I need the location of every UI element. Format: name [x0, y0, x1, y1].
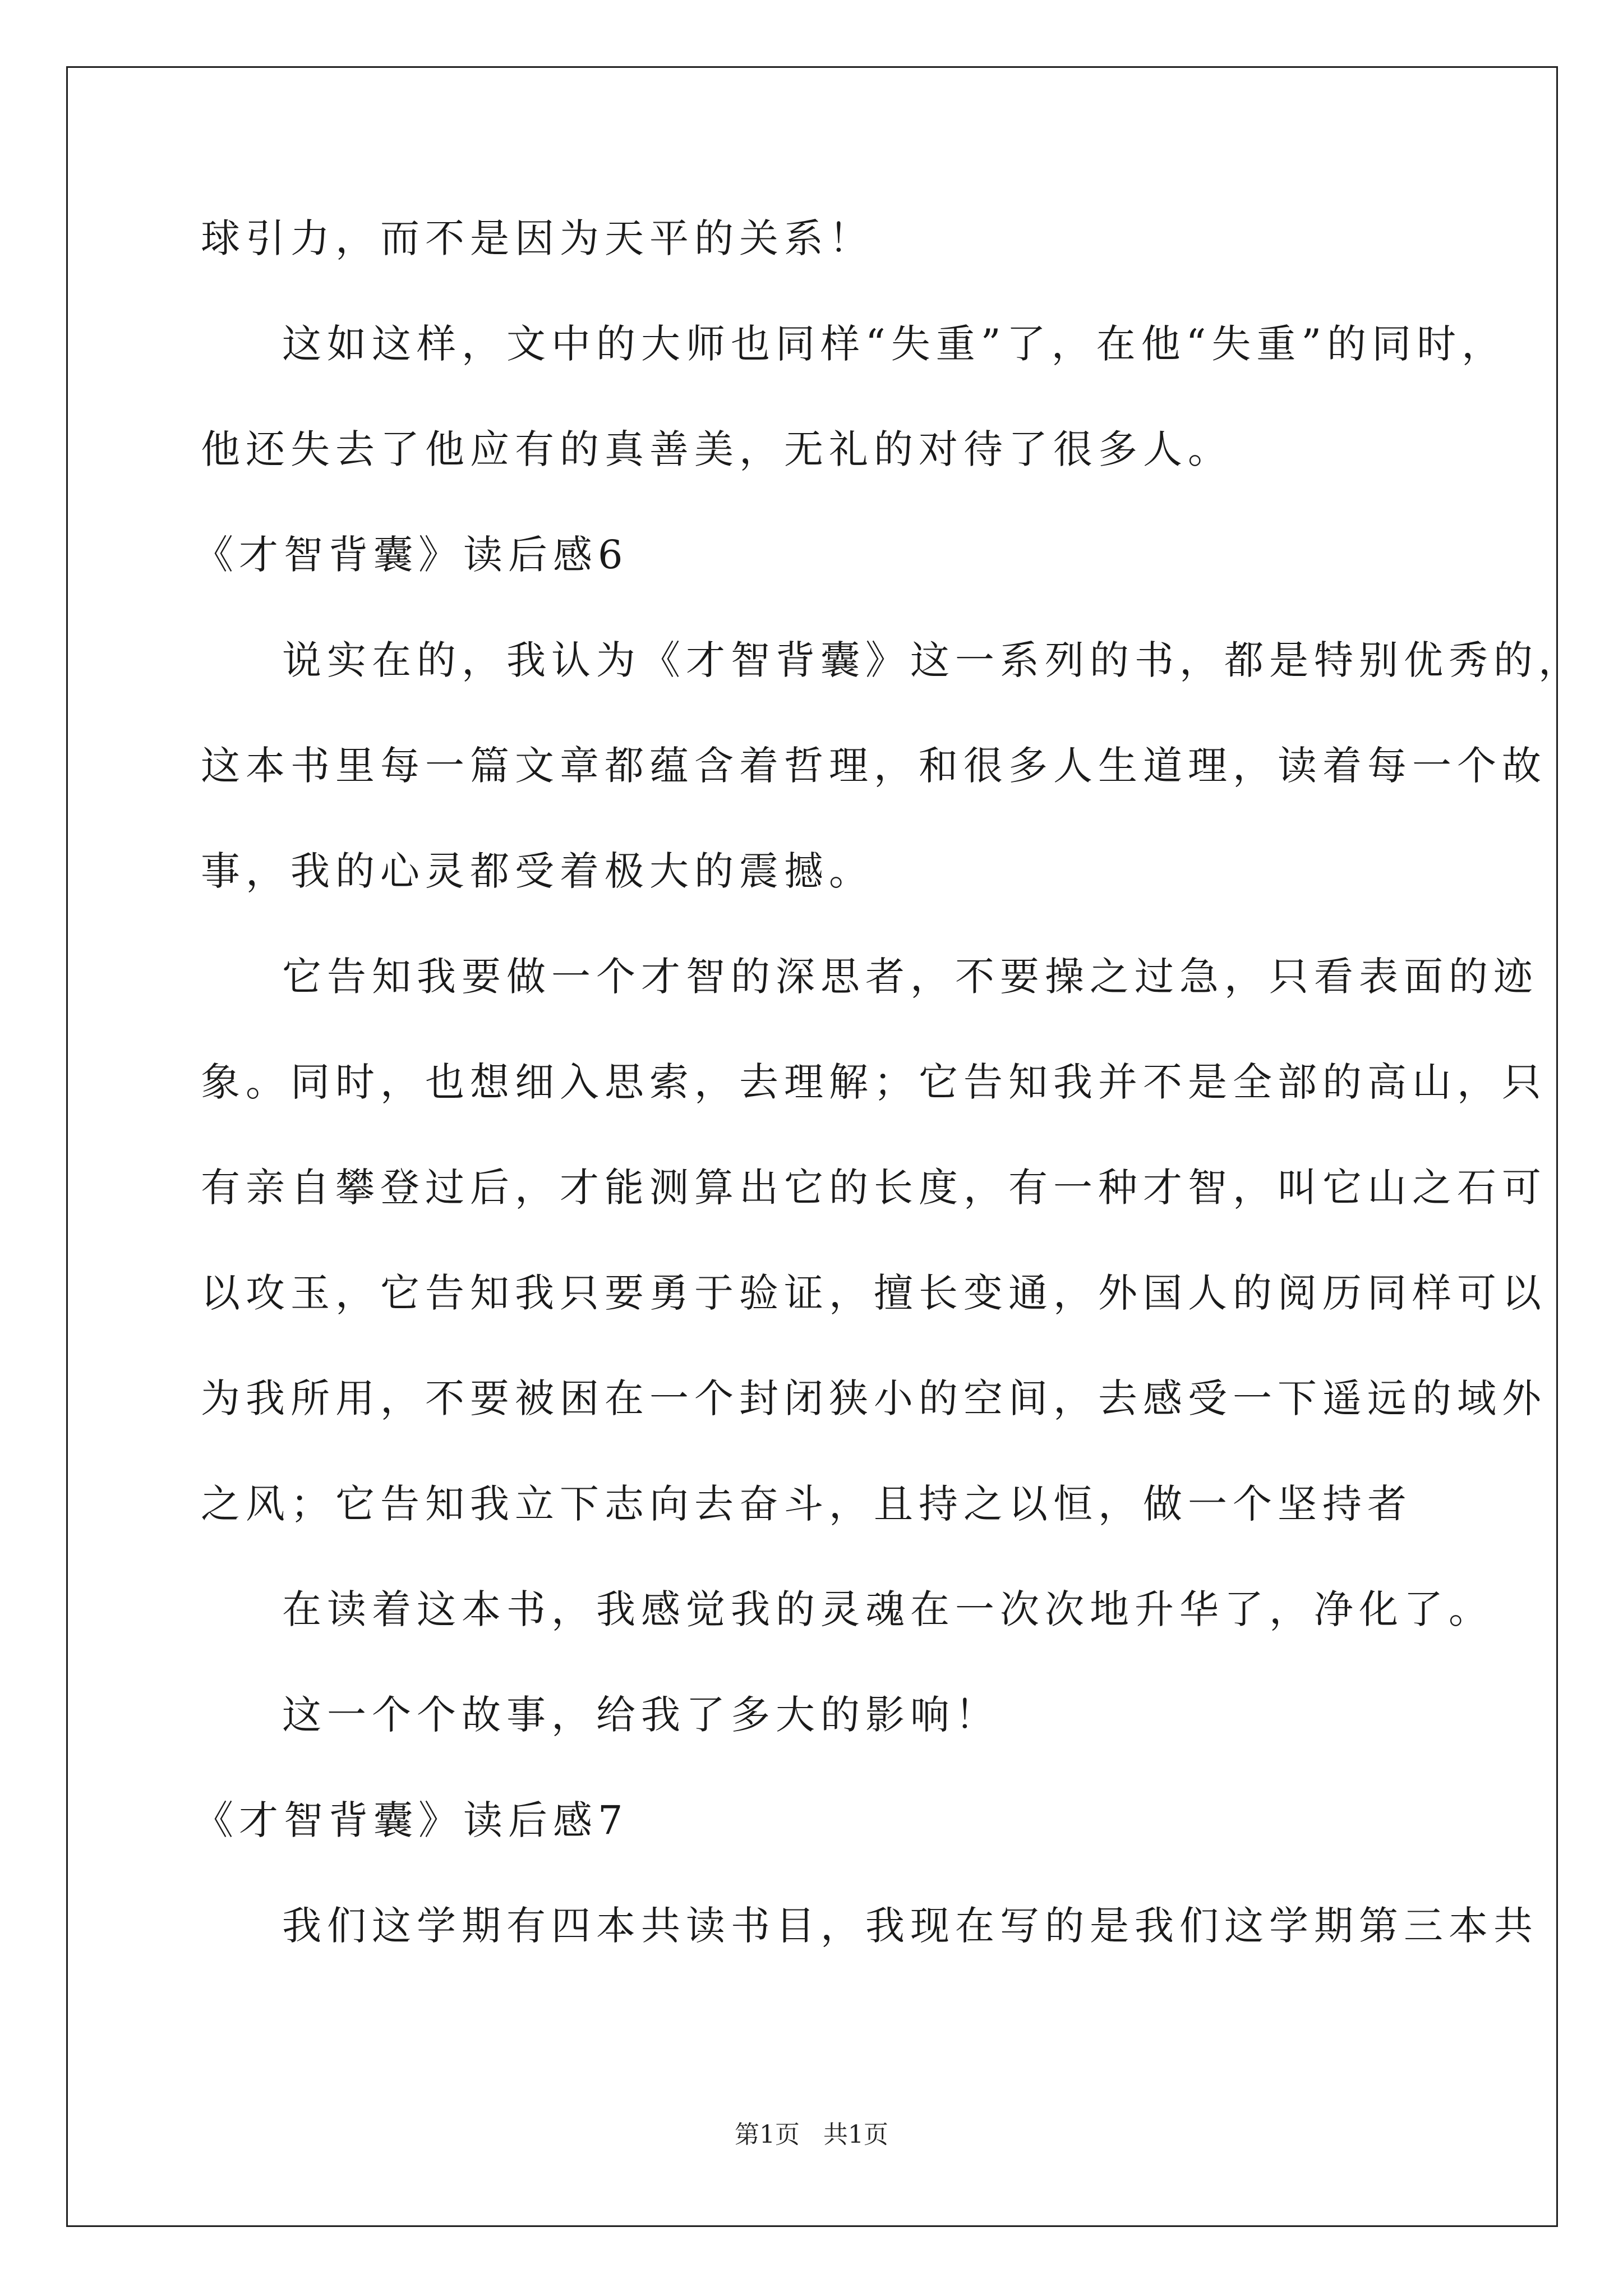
- paragraph-first-line: 在读着这本书，我感觉我的灵魂在一次次地升华了，净化了。: [282, 1586, 1493, 1632]
- text-line: 他还失去了他应有的真善美，无礼的对待了很多人。: [201, 426, 1233, 472]
- text-line: 象。同时，也想细入思索，去理解；它告知我并不是全部的高山，只: [201, 1059, 1547, 1105]
- paragraph-first-line: 说实在的，我认为《才智背囊》这一系列的书，都是特别优秀的，: [282, 637, 1583, 683]
- paragraph-first-line: 我们这学期有四本共读书目，我现在写的是我们这学期第三本共: [282, 1903, 1538, 1949]
- text-line: 事，我的心灵都受着极大的震撼。: [201, 848, 874, 894]
- page-number-current: 第1页: [735, 2120, 800, 2149]
- paragraph-first-line: 这如这样，文中的大师也同样“失重”了，在他“失重”的同时，: [282, 321, 1507, 367]
- text-line: 有亲自攀登过后，才能测算出它的长度，有一种才智，叫它山之石可: [201, 1165, 1547, 1211]
- section-heading: 《才智背囊》读后感7: [194, 1797, 629, 1843]
- text-line: 这本书里每一篇文章都蕴含着哲理，和很多人生道理，读着每一个故: [201, 743, 1547, 789]
- page-number-total: 共1页: [823, 2120, 888, 2149]
- text-line: 之风；它告知我立下志向去奋斗，且持之以恒，做一个坚持者: [201, 1481, 1412, 1527]
- paragraph-first-line: 这一个个故事，给我了多大的影响！: [282, 1692, 1000, 1738]
- text-line: 以攻玉，它告知我只要勇于验证，擅长变通，外国人的阅历同样可以: [201, 1270, 1547, 1316]
- text-line: 为我所用，不要被困在一个封闭狭小的空间，去感受一下遥远的域外: [201, 1375, 1547, 1421]
- paragraph-first-line: 它告知我要做一个才智的深思者，不要操之过急，只看表面的迹: [282, 954, 1538, 1000]
- text-line: 球引力，而不是因为天平的关系！: [201, 215, 874, 261]
- section-heading: 《才智背囊》读后感6: [194, 532, 629, 578]
- page-footer: [0, 2119, 1623, 2151]
